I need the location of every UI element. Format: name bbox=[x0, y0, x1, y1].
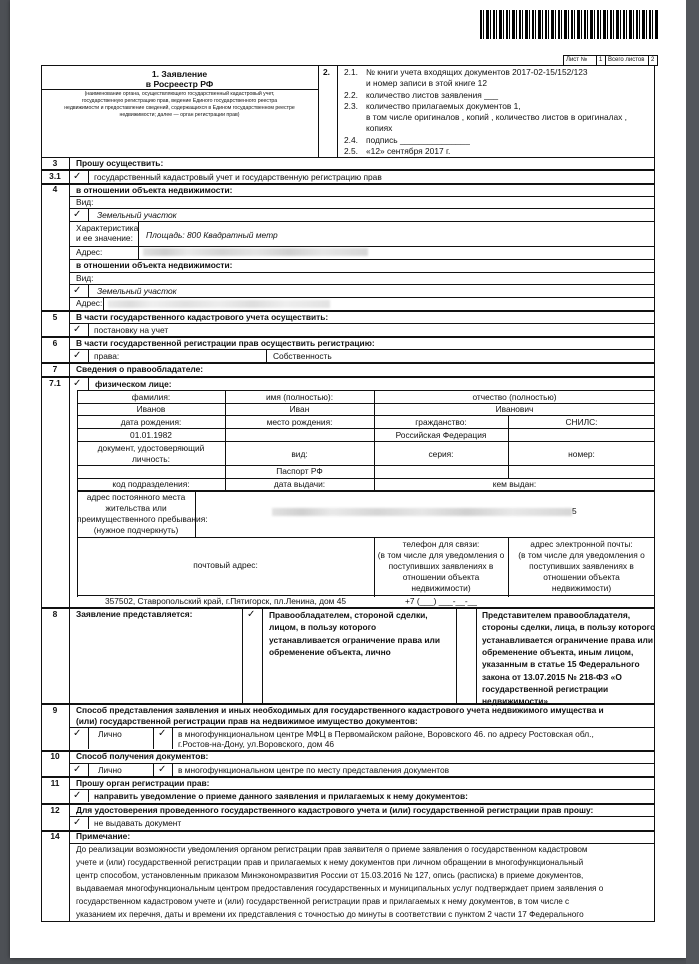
total-sheets: 2 bbox=[651, 57, 655, 63]
barcode bbox=[480, 10, 658, 39]
record-number: и номер записи в этой книге 12 bbox=[366, 78, 487, 88]
note-title: Примечание: bbox=[76, 831, 131, 841]
section-9-title: Способ представления заявления и иных необходимых для государственного кадастрового учета недвижимого имущества и bbox=[76, 705, 604, 715]
section-9-title: (или) государственной регистрации прав на недвижимое имущество документов: bbox=[76, 716, 418, 726]
section-10-title: Способ получения документов: bbox=[76, 751, 209, 761]
postal-label: почтовый адрес: bbox=[193, 560, 258, 570]
submitter-option-representative: недвижимости» bbox=[482, 696, 549, 706]
sheet-label: Лист № bbox=[566, 57, 588, 63]
submitter-option-representative: закона от 13.07.2015 № 218-ФЗ «О bbox=[482, 672, 622, 682]
application-date: «12» сентября 2017 г. bbox=[366, 146, 451, 156]
document-page bbox=[10, 0, 686, 958]
submitter-option-owner: лицом, в пользу которого bbox=[269, 622, 377, 632]
rights-value: Собственность bbox=[273, 351, 332, 361]
email-label: поступивших заявлениях в bbox=[529, 561, 634, 571]
issue-date-label: дата выдачи: bbox=[273, 479, 326, 489]
notify-option: направить уведомление о приеме данного заявления и прилагаемых к нему документов: bbox=[94, 791, 468, 801]
email-label: недвижимости) bbox=[551, 583, 612, 593]
phone-label: недвижимости) bbox=[411, 583, 471, 593]
citizenship-label: гражданство: bbox=[415, 417, 467, 427]
submitter-option-owner: Правообладателем, стороной сделки, bbox=[269, 610, 428, 620]
submitter-option-representative: устанавливается ограничение права или bbox=[482, 635, 653, 645]
section-number: 5 bbox=[52, 312, 58, 322]
characteristic-label: Характеристика bbox=[76, 223, 139, 233]
birth-date-value: 01.01.1982 bbox=[130, 430, 172, 440]
document-option: не выдавать документ bbox=[94, 818, 182, 828]
note-text: учете и (или) государственной регистрации прав и прилагаемых к нему документов при личном обращении в многофункциональный bbox=[76, 858, 584, 867]
total-sheets-label: Всего листов bbox=[608, 57, 645, 63]
characteristic-value: Площадь: 800 Квадратный метр bbox=[146, 230, 278, 240]
residence-label: преимущественного пребывания: bbox=[77, 514, 208, 524]
section-number: 3 bbox=[52, 158, 58, 168]
check-icon[interactable]: ✓ bbox=[158, 728, 167, 739]
email-label: адрес электронной почты: bbox=[530, 539, 633, 549]
object-title: в отношении объекта недвижимости: bbox=[76, 260, 233, 270]
individual-label: физическом лице: bbox=[95, 379, 172, 389]
item-number: 2.1. bbox=[344, 67, 358, 77]
check-icon[interactable]: ✓ bbox=[247, 609, 256, 620]
submitter-option-representative: обременение объекта, иным лицом, bbox=[482, 647, 634, 657]
citizenship-value: Российская Федерация bbox=[395, 430, 487, 440]
book-number: № книги учета входящих документов 2017-02-15/152/123 bbox=[366, 67, 588, 77]
submitter-option-representative: стороны сделки, лица, в пользу которого bbox=[482, 622, 656, 632]
section-number: 9 bbox=[52, 705, 58, 715]
birth-date-label: дата рождения: bbox=[120, 417, 182, 427]
section-8-title: Заявление представляется: bbox=[76, 609, 193, 619]
id-document-label: личность: bbox=[132, 454, 170, 464]
sheet-number: 1 bbox=[599, 57, 603, 63]
section-number: 4 bbox=[52, 184, 58, 194]
section-2-number: 2. bbox=[323, 67, 330, 77]
doc-number-label: номер: bbox=[568, 449, 595, 459]
submission-method-in-person: Лично bbox=[98, 729, 122, 739]
note-text: выдаваемая многофункциональным центром предоставления государственных и муниципальных услуг подтверждает прием заявления о bbox=[76, 884, 604, 893]
submitter-option-representative: государственной регистрации bbox=[482, 684, 609, 694]
object-kind-value: Земельный участок bbox=[97, 210, 177, 220]
recipient-note: недвижимости и предоставление сведений, содержащихся в Едином государственном реестре bbox=[64, 105, 295, 111]
phone-label: телефон для связи: bbox=[402, 539, 480, 549]
application-recipient: в Росреестр РФ bbox=[145, 79, 214, 89]
receipt-location: в многофункциональном центре по месту представления документов bbox=[178, 765, 450, 775]
section-number: 12 bbox=[50, 805, 60, 815]
section-number: 8 bbox=[52, 609, 58, 619]
kind-label: Вид: bbox=[76, 197, 94, 207]
check-icon[interactable]: ✓ bbox=[73, 817, 82, 828]
residence-label: жительства или bbox=[105, 503, 167, 513]
email-label: (в том числе для уведомления о bbox=[518, 550, 645, 560]
section-3-title: Прошу осуществить: bbox=[76, 158, 164, 168]
check-icon[interactable]: ✓ bbox=[73, 378, 82, 389]
item-number: 2.2. bbox=[344, 90, 358, 100]
check-icon[interactable]: ✓ bbox=[73, 324, 82, 335]
section-7-title: Сведения о правообладателе: bbox=[76, 364, 204, 374]
check-icon[interactable]: ✓ bbox=[73, 790, 82, 801]
section-number: 10 bbox=[50, 751, 60, 761]
recipient-note: недвижимости; далее — орган регистрации прав) bbox=[119, 112, 240, 118]
email-label: отношении объекта bbox=[543, 572, 620, 582]
scrollbar[interactable] bbox=[686, 0, 699, 964]
recipient-note: государственную регистрацию прав, ведение Единого государственного реестра bbox=[81, 98, 278, 104]
receipt-method-in-person: Лично bbox=[98, 765, 122, 775]
residence-address-tail: 5 bbox=[572, 506, 577, 516]
postal-address-value: 357502, Ставропольский край, г.Пятигорск, пл.Ленина, дом 45 bbox=[104, 596, 347, 606]
note-text: указанием их перечня, даты и времени их представления с точностью до минуты в соответствии с пунктом 2 части 17 Федерального bbox=[76, 910, 584, 919]
recipient-note: (наименование органа, осуществляющего государственный кадастровый учет, bbox=[84, 91, 275, 97]
residence-label: (нужное подчеркнуть) bbox=[93, 525, 179, 535]
section-11-title: Прошу орган регистрации прав: bbox=[76, 778, 210, 788]
section-5-title: В части государственного кадастрового учета осуществить: bbox=[76, 312, 329, 322]
doc-series-label: серия: bbox=[428, 449, 454, 459]
section-number: 7 bbox=[52, 364, 58, 374]
application-title: 1. Заявление bbox=[151, 69, 208, 79]
submitter-option-representative: указанным в статье 15 Федерального bbox=[482, 659, 640, 669]
rights-label: права: bbox=[94, 351, 120, 361]
check-icon[interactable]: ✓ bbox=[73, 171, 82, 182]
submitter-option-owner: устанавливается ограничение права или bbox=[269, 635, 440, 645]
item-number: 2.4. bbox=[344, 135, 358, 145]
address-label: Адрес: bbox=[76, 298, 103, 308]
id-document-label: документ, удостоверяющий bbox=[97, 443, 205, 453]
characteristic-label: и ее значение: bbox=[76, 233, 133, 243]
patronymic-value: Иванович bbox=[495, 404, 534, 414]
note-text: государственном кадастровом учете и (или) государственной регистрации прав и прилагаемых к нему документов, в том числе с bbox=[76, 897, 570, 906]
note-text: центр способом, установленным приказом Минэкономразвития России от 15.03.2016 № 127, опись (расписка) в приеме документов, bbox=[76, 871, 584, 880]
option-cadastral-and-registration: государственный кадастровый учет и государственную регистрацию прав bbox=[94, 172, 382, 182]
item-number: 2.3. bbox=[344, 101, 358, 111]
mfc-location: в многофункциональном центре МФЦ в Первомайском районе, Воровского 46. по адресу Ростовская обл., bbox=[178, 729, 594, 739]
section-number: 14 bbox=[50, 831, 60, 841]
name-value: Иван bbox=[289, 404, 310, 414]
option-registration: постановку на учет bbox=[94, 325, 169, 335]
birth-place-label: место рождения: bbox=[266, 417, 333, 427]
mfc-address: г.Ростов-на-Дону, ул.Воровского, дом 46 bbox=[178, 739, 335, 749]
surname-value: Иванов bbox=[136, 404, 166, 414]
name-label: имя (полностью): bbox=[265, 392, 334, 402]
check-icon[interactable]: ✓ bbox=[73, 285, 82, 296]
address-value-redacted bbox=[143, 248, 368, 256]
check-icon[interactable]: ✓ bbox=[158, 764, 167, 775]
address-value-redacted bbox=[108, 300, 330, 308]
sheet-count: количество листов заявления ___ bbox=[366, 90, 499, 100]
address-label: Адрес: bbox=[76, 247, 103, 257]
submitter-option-owner: обременение объекта, лично bbox=[269, 647, 391, 657]
section-12-title: Для удостоверения проведенного государственного кадастрового учета и (или) государственной регистрации прав прошу: bbox=[76, 805, 594, 815]
section-number: 6 bbox=[52, 338, 58, 348]
section-number: 11 bbox=[50, 778, 60, 788]
item-number: 2.5. bbox=[344, 146, 358, 156]
originals-copies: в том числе оригиналов , копий , количество листов в оригиналах , bbox=[366, 112, 628, 122]
doc-kind-value: Паспорт РФ bbox=[276, 466, 323, 476]
signature-line: подпись _______________ bbox=[366, 135, 470, 145]
phone-value: +7 (___) ___-__-__ bbox=[405, 596, 477, 606]
issued-by-label: кем выдан: bbox=[492, 479, 537, 489]
residence-address-redacted bbox=[272, 508, 572, 516]
section-number: 3.1 bbox=[49, 171, 61, 181]
kind-label: Вид: bbox=[76, 273, 94, 283]
phone-label: поступивших заявлениях в bbox=[388, 561, 494, 571]
phone-label: отношении объекта bbox=[402, 572, 480, 582]
copies-label: копиях bbox=[366, 123, 393, 133]
check-icon[interactable]: ✓ bbox=[73, 728, 82, 739]
section-number: 7.1 bbox=[49, 378, 61, 388]
object-title: в отношении объекта недвижимости: bbox=[76, 185, 233, 195]
patronymic-label: отчество (полностью) bbox=[472, 392, 557, 402]
phone-label: (в том числе для уведомления о bbox=[377, 550, 505, 560]
check-icon[interactable]: ✓ bbox=[73, 350, 82, 361]
check-icon[interactable]: ✓ bbox=[73, 764, 82, 775]
check-icon[interactable]: ✓ bbox=[73, 209, 82, 220]
dept-code-label: код подразделения: bbox=[112, 479, 190, 489]
section-6-title: В части государственной регистрации прав осуществить регистрацию: bbox=[76, 338, 375, 348]
surname-label: фамилия: bbox=[131, 392, 171, 402]
object-kind-value: Земельный участок bbox=[97, 286, 177, 296]
note-text: До реализации возможности уведомления органом регистрации прав заявителя о приеме заявления о государственном кадастровом bbox=[76, 845, 588, 854]
residence-label: адрес постоянного места bbox=[86, 492, 186, 502]
doc-kind-label: вид: bbox=[291, 449, 308, 459]
submitter-option-representative: Представителем правообладателя, bbox=[482, 610, 631, 620]
attached-docs-count: количество прилагаемых документов 1, bbox=[366, 101, 521, 111]
snils-label: СНИЛС: bbox=[565, 417, 598, 427]
